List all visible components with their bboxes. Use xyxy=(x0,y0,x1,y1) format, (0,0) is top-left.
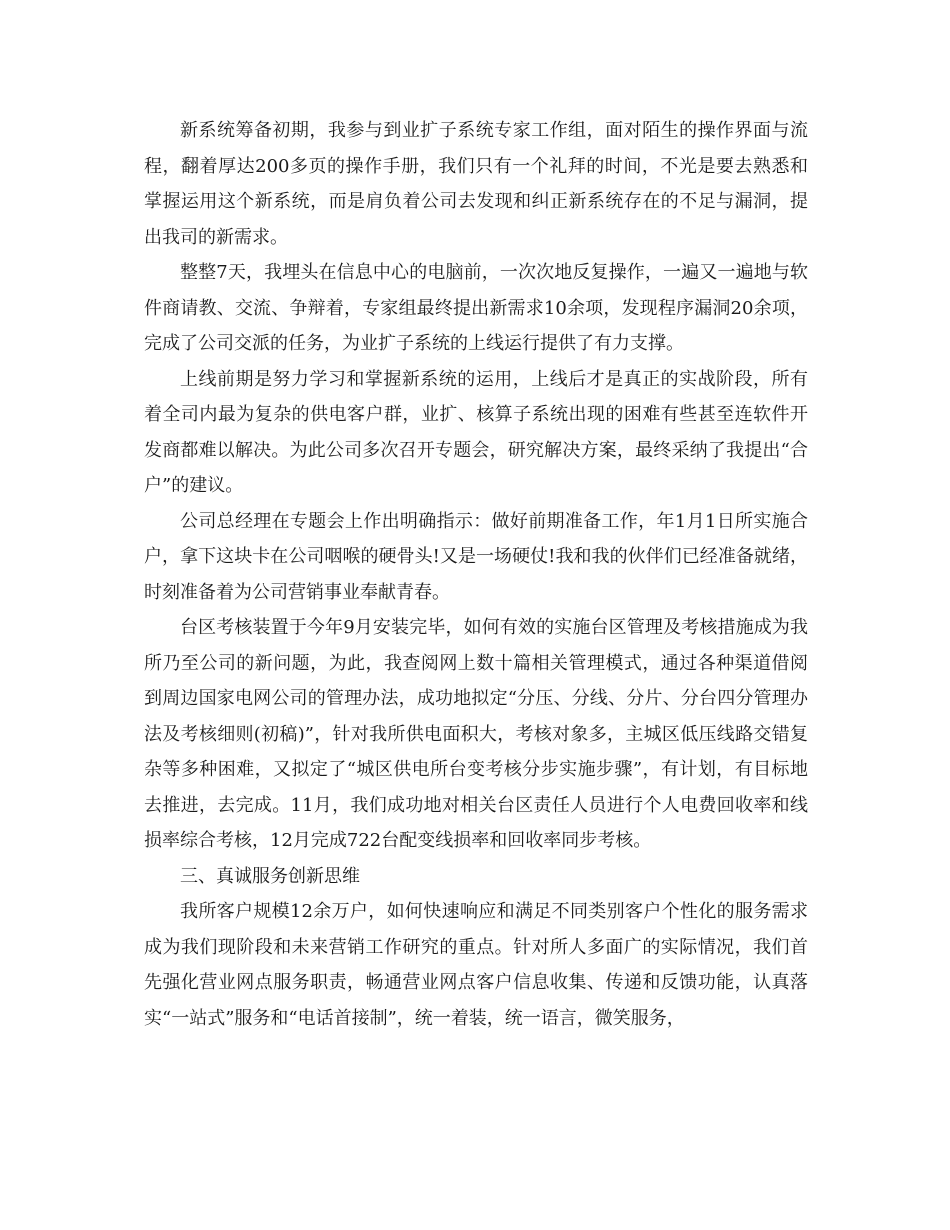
paragraph-new-system-preparation: 新系统筹备初期，我参与到业扩子系统专家工作组，面对陌生的操作界面与流程，翻着厚达200多页的操作手册，我们只有一个礼拜的时间，不光是要去熟悉和掌握运用这个新系统，而是肩负着公司去发现和纠正新系统存在的不足与漏洞，提出我司的新需求。 xyxy=(144,120,808,248)
paragraph-customer-service: 我所客户规模12余万户，如何快速响应和满足不同类别客户个性化的服务需求成为我们现阶段和未来营销工作研究的重点。针对所人多面广的实际情况，我们首先强化营业网点服务职责，畅通营业网点客户信息收集、传递和反馈功能，认真落实“一站式”服务和“电话首接制”，统一着装，统一语言，微笑服务， xyxy=(144,901,808,1029)
paragraph-seven-days-testing: 整整7天，我埋头在信息中心的电脑前，一次次地反复操作，一遍又一遍地与软件商请教、交流、争辩着，专家组最终提出新需求10余项，发现程序漏洞20余项，完成了公司交派的任务，为业扩子系统的上线运行提供了有力支撑。 xyxy=(144,262,808,354)
paragraph-district-assessment: 台区考核装置于今年9月安装完毕，如何有效的实施台区管理及考核措施成为我所乃至公司的新问题，为此，我查阅网上数十篇相关管理模式，通过各种渠道借阅到周边国家电网公司的管理办法，成功地拟定“分压、分线、分片、分台四分管理办法及考核细则(初稿)”，针对我所供电面积大，考核对象多，主城区低压线路交错复杂等多种困难，又拟定了“城区供电所台变考核分步实施步骤”，有计划，有目标地去推进，去完成。11月，我们成功地对相关台区责任人员进行个人电费回收率和线损率综合考核，12月完成722台配变线损率和回收率同步考核。 xyxy=(144,617,808,851)
section-heading: 三、真诚服务创新思维 xyxy=(180,865,360,887)
paragraph-go-live-phase: 上线前期是努力学习和掌握新系统的运用，上线后才是真正的实战阶段，所有着全司内最为复杂的供电客户群，业扩、核算子系统出现的困难有些甚至连软件开发商都难以解决。为此公司多次召开专题会，研究解决方案，最终采纳了我提出“合户”的建议。 xyxy=(144,368,808,496)
document-body xyxy=(144,113,808,1036)
paragraph-manager-instruction: 公司总经理在专题会上作出明确指示：做好前期准备工作，年1月1日所实施合户，拿下这块卡在公司咽喉的硬骨头!又是一场硬仗!我和我的伙伴们已经准备就绪，时刻准备着为公司营销事业奉献青春。 xyxy=(144,510,808,603)
